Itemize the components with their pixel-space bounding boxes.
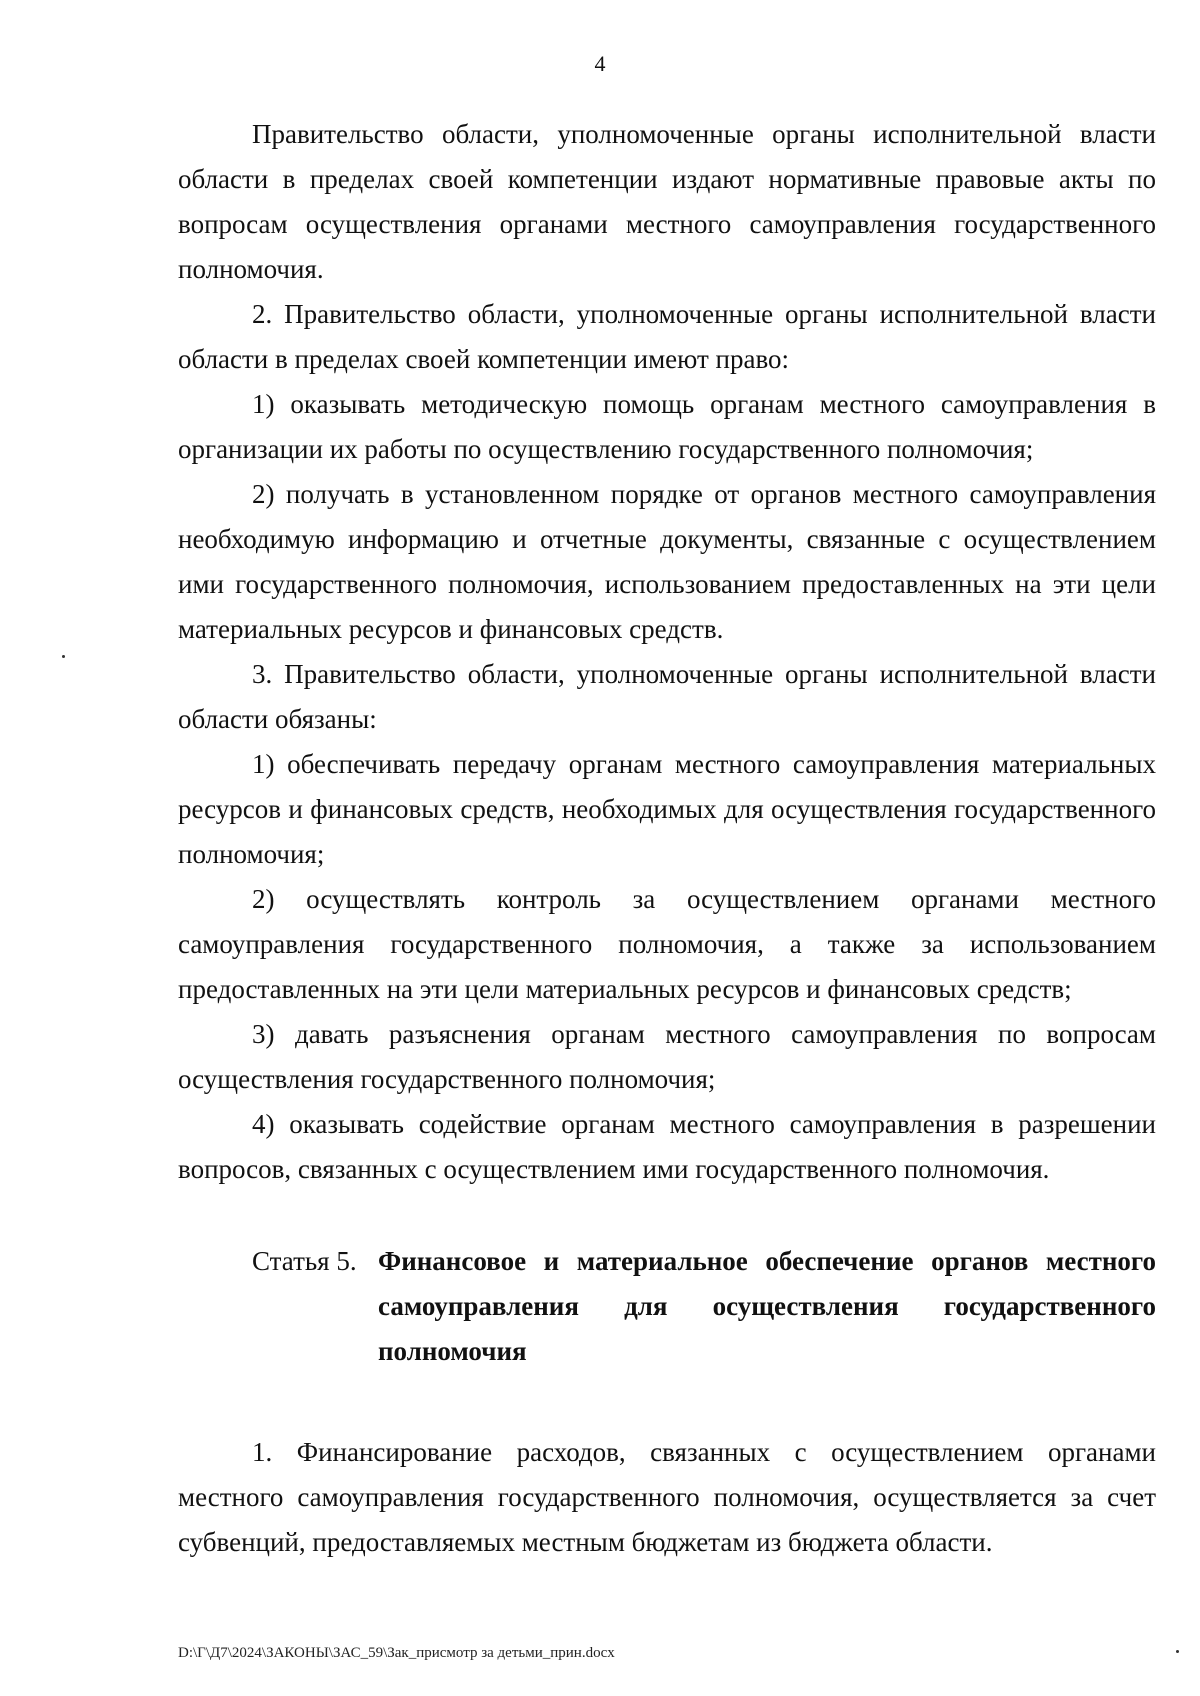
article-title: Финансовое и материальное обеспечение органов местного самоуправления для осуществления государственного полномочия	[378, 1246, 1156, 1366]
article-label: Статья 5.	[252, 1246, 357, 1276]
article-heading	[178, 1239, 1156, 1374]
scan-speck	[1176, 1650, 1179, 1653]
paragraph-duties-item-2: 2) осуществлять контроль за осуществлением органами местного самоуправления государственного полномочия, а также за использованием предоставленных на эти цели материальных ресурсов и финансовых средств;	[178, 884, 1156, 1004]
paragraph-duties-item-1: 1) обеспечивать передачу органам местного самоуправления материальных ресурсов и финансовых средств, необходимых для осуществления государственного полномочия;	[178, 749, 1156, 869]
paragraph-rights-item-2: 2) получать в установленном порядке от органов местного самоуправления необходимую информацию и отчетные документы, связанные с осуществлением ими государственного полномочия, использованием предоставленных на эти цели материальных ресурсов и финансовых средств.	[178, 479, 1156, 644]
footer-file-path: D:\Г\Д7\2024\ЗАКОНЫ\ЗАС_59\Зак_присмотр за детьми_прин.docx	[178, 1645, 615, 1661]
scan-speck	[62, 655, 65, 658]
paragraph-duties-item-4: 4) оказывать содействие органам местного самоуправления в разрешении вопросов, связанных с осуществлением ими государственного полномочия.	[178, 1109, 1156, 1184]
paragraph-financing: 1. Финансирование расходов, связанных с осуществлением органами местного самоуправления государственного полномочия, осуществляется за счет субвенций, предоставляемых местным бюджетам из бюджета области.	[178, 1437, 1156, 1557]
page-number: 4	[594, 51, 606, 76]
paragraph-rights-item-1: 1) оказывать методическую помощь органам местного самоуправления в организации их работы по осуществлению государственного полномочия;	[178, 389, 1156, 464]
paragraph-duties-item-3: 3) давать разъяснения органам местного самоуправления по вопросам осуществления государственного полномочия;	[178, 1019, 1156, 1094]
document-body	[178, 112, 1156, 1565]
paragraph-gov-acts: Правительство области, уполномоченные органы исполнительной власти области в пределах своей компетенции издают нормативные правовые акты по вопросам осуществления органами местного самоуправления государственного полномочия.	[178, 119, 1156, 284]
paragraph-duties-intro: 3. Правительство области, уполномоченные органы исполнительной власти области обязаны:	[178, 659, 1156, 734]
paragraph-rights-intro: 2. Правительство области, уполномоченные органы исполнительной власти области в пределах своей компетенции имеют право:	[178, 299, 1156, 374]
